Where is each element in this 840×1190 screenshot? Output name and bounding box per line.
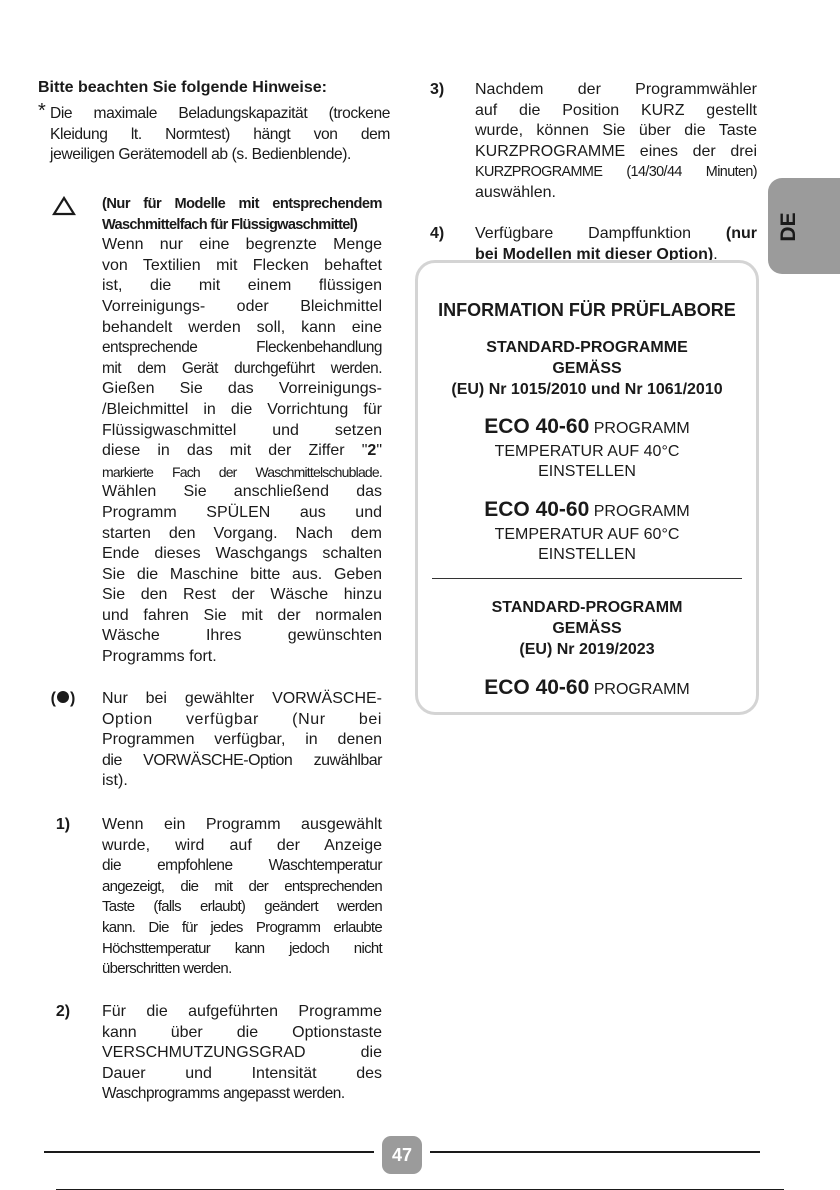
warning-line: Wählen Sie anschließend das: [102, 483, 382, 501]
footer-rule-right: [430, 1151, 760, 1153]
item-2-line: kann über die Optionstaste: [102, 1023, 382, 1041]
item-1-text: [102, 815, 382, 980]
ziffer-quote: ": [376, 442, 382, 460]
item-1-line: Höchsttemperatur kann jedoch nicht: [102, 939, 382, 957]
prewash-dot-icon: [56, 690, 70, 704]
item-2-marker: 2): [55, 1003, 71, 1020]
item-2-line: Dauer und Intensität des: [102, 1064, 382, 1082]
item-2-line: Waschprogramms angepasst werden.: [102, 1085, 345, 1103]
warning-line: ist, die mit einem flüssigen: [102, 277, 382, 295]
eco-program-40: [415, 417, 759, 440]
warning-heading-line: (Nur für Modelle mit entsprechendem: [102, 196, 382, 212]
ziffer-text: diese in das mit der Ziffer ": [102, 442, 368, 460]
note-line: Die maximale Beladungskapazität (trockene: [50, 105, 390, 122]
standard-program-regulation: (EU) Nr 2019/2023: [519, 641, 655, 658]
warning-line: /Bleichmittel in die Vorrichtung für: [102, 400, 382, 418]
warning-line: Sie den Rest der Wäsche hinzu: [102, 586, 382, 604]
warning-line: von Textilien mit Flecken behaftet: [102, 256, 382, 274]
prewash-line: ist).: [102, 772, 128, 790]
standard-programs-heading: STANDARD-PROGRAMME: [486, 339, 688, 356]
info-box-title: INFORMATION FÜR PRÜFLABORE: [438, 300, 736, 320]
warning-line: behandelt werden soll, kann eine: [102, 318, 382, 336]
item-3-line: wurde, können Sie über die Taste: [475, 122, 757, 140]
warning-line: starten den Vorgang. Nach dem: [102, 524, 382, 542]
paren-open: (: [50, 690, 56, 707]
standard-programs-regulation: (EU) Nr 1015/2010 und Nr 1061/2010: [451, 381, 723, 398]
temp-40-line: TEMPERATUR AUF 40°C: [494, 443, 680, 460]
warning-line: mit dem Gerät durchgeführt werden.: [102, 359, 382, 377]
item-1-line: Taste (falls erlaubt) geändert werden: [102, 898, 382, 916]
warning-line: Sie die Maschine bitte aus. Geben: [102, 565, 382, 583]
steam-period: .: [713, 245, 718, 263]
prewash-line: Option verfügbar (Nur bei: [102, 710, 382, 728]
asterisk-marker: *: [38, 100, 46, 122]
item-2-line: VERSCHMUTZUNGSGRAD die: [102, 1044, 382, 1062]
ziffer-number: 2: [367, 442, 377, 460]
standard-programs-gemass: GEMÄSS: [552, 360, 622, 377]
prewash-line: die VORWÄSCHE-Option zuwählbar: [102, 751, 382, 769]
item-3-line: KURZPROGRAMME eines der drei: [475, 142, 757, 160]
temp-40-set: EINSTELLEN: [538, 463, 636, 480]
item-1-line: wurde, wird auf der Anzeige: [102, 836, 382, 854]
steam-text: Verfügbare Dampffunktion: [475, 225, 726, 242]
eco-suffix: PROGRAMM: [593, 503, 690, 520]
eco-name: ECO 40-60: [484, 676, 590, 699]
temp-60-line: TEMPERATUR AUF 60°C: [494, 526, 680, 543]
item-4-text: [475, 224, 757, 265]
eco-name: ECO 40-60: [484, 415, 590, 438]
notes-title: Bitte beachten Sie folgende Hinweise:: [38, 79, 327, 96]
item-3-line: auf die Position KURZ gestellt: [475, 101, 757, 119]
item-1-line: überschritten werden.: [102, 960, 232, 978]
paren-close: ): [70, 690, 76, 707]
warning-line: entsprechende Fleckenbehandlung: [102, 339, 382, 357]
warning-line: Ende dieses Waschgangs schalten: [102, 545, 382, 563]
eco-suffix: PROGRAMM: [593, 681, 690, 698]
item-1-line: angezeigt, die mit der entsprechenden: [102, 877, 382, 895]
warning-line: Vorreinigungs- oder Bleichmittel: [102, 297, 382, 315]
item-1-line: Wenn ein Programm ausgewählt: [102, 816, 382, 833]
warning-line-ziffer: [102, 441, 382, 462]
item-1-line: kann. Die für jedes Programm erlaubte: [102, 918, 382, 936]
item-1-marker: 1): [55, 816, 71, 833]
standard-program-gemass: GEMÄSS: [552, 620, 622, 637]
temp-60-set: EINSTELLEN: [538, 546, 636, 563]
item-1-line: die empfohlene Waschtemperatur: [102, 857, 382, 875]
item-4-marker: 4): [430, 225, 445, 242]
steam-condition-cont: bei Modellen mit dieser Option): [475, 245, 714, 263]
warning-text: [102, 194, 382, 668]
eco-program-standard: [415, 678, 759, 701]
eco-name: ECO 40-60: [484, 498, 590, 521]
warning-triangle-icon: [52, 196, 76, 216]
standard-program-heading: STANDARD-PROGRAMM: [491, 599, 683, 616]
steam-condition: (nur: [725, 225, 757, 242]
note-line: Kleidung lt. Normtest) hängt von dem: [50, 125, 390, 143]
item-3-line: Nachdem der Programmwähler: [475, 81, 757, 98]
item-3-line: KURZPROGRAMME (14/30/44 Minuten): [475, 164, 757, 181]
item-3-marker: 3): [430, 81, 445, 98]
warning-line: Programm SPÜLEN aus und: [102, 503, 382, 521]
prewash-line: Programmen verfügbar, in denen: [102, 731, 382, 749]
language-label: DE: [777, 212, 800, 242]
item-4-line: [475, 224, 757, 245]
warning-line: markierte Fach der Waschmittelschublade.: [102, 463, 382, 480]
warning-line: Wäsche Ihres gewünschten: [102, 627, 382, 645]
item-3-line: auswählen.: [475, 183, 556, 201]
page-number: 47: [382, 1136, 422, 1174]
prewash-marker: [38, 689, 88, 710]
info-box-divider: [432, 578, 742, 579]
warning-line: Gießen Sie das Vorreinigungs-: [102, 380, 382, 398]
capacity-note: [50, 104, 390, 166]
footer-rule-left: [44, 1151, 374, 1153]
item-2-text: [102, 1002, 382, 1105]
warning-heading-line: Waschmittelfach für Flüssigwaschmittel): [102, 216, 358, 233]
warning-line: Programms fort.: [102, 648, 217, 666]
item-3-text: [475, 80, 757, 204]
prewash-line: Nur bei gewählter VORWÄSCHE-: [102, 690, 382, 707]
warning-line: Wenn nur eine begrenzte Menge: [102, 236, 382, 254]
warning-line: Flüssigwaschmittel und setzen: [102, 421, 382, 439]
item-2-line: Für die aufgeführten Programme: [102, 1003, 382, 1020]
warning-line: und fahren Sie mit der normalen: [102, 606, 382, 624]
eco-suffix: PROGRAMM: [593, 420, 690, 437]
note-line: jeweiligen Gerätemodell ab (s. Bedienblende).: [50, 146, 351, 164]
eco-program-60: [415, 500, 759, 523]
prewash-text: [102, 689, 382, 792]
